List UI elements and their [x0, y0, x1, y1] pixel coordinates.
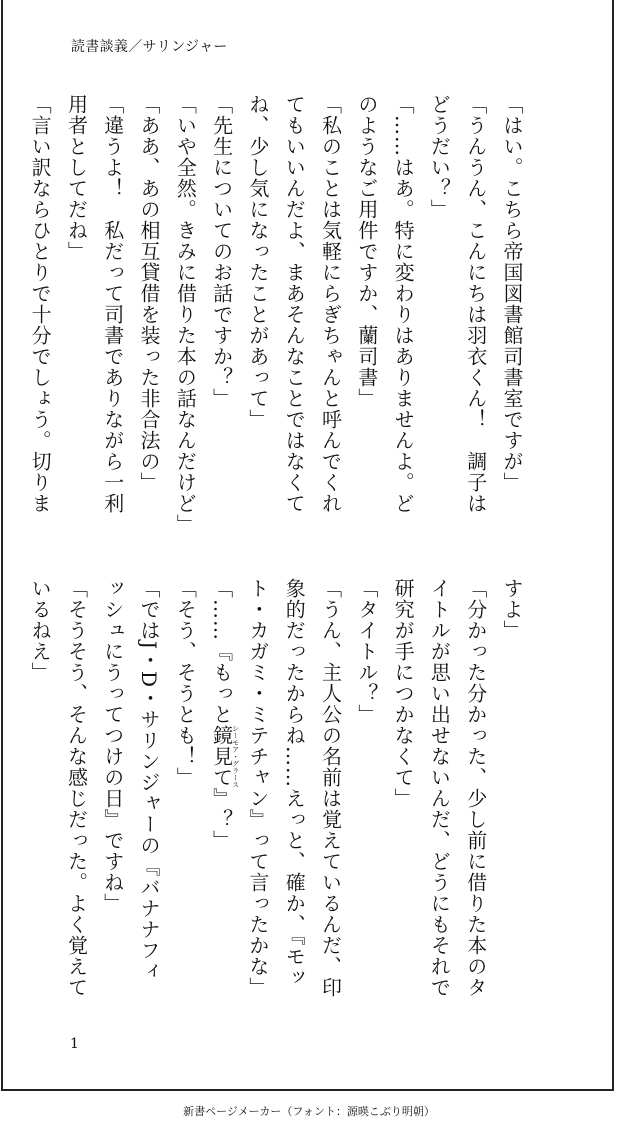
ruby-line-before: 「……『もっと	[209, 578, 234, 725]
text-line: どうだい？」	[427, 94, 452, 220]
text-line: 「違うよ！ 私だって司書でありながら一利	[100, 94, 125, 514]
text-line: イトルが思い出せないんだ、どうにもそれで	[427, 578, 452, 998]
text-line: 「言い訳ならひとりで十分でしょう。切りま	[28, 94, 53, 514]
text-line: 「ああ、あの相互貸借を装った非合法の」	[137, 94, 162, 493]
text-line: てもいいんだよ、まあそんなことではなくて	[282, 94, 307, 514]
text-line: 用者としてだね」	[64, 94, 89, 262]
text-line: すよ」	[500, 578, 524, 641]
text-line: 「そうそう、そんな感じだった。よく覚えて	[64, 578, 89, 998]
text-line: 「ではJ・D・サリンジャーの『バナナフィ	[137, 578, 162, 983]
text-block-bottom	[22, 578, 530, 1018]
text-line: 象的だったからね……えっと、確か、『モッ	[282, 578, 307, 988]
text-line: 「はい。こちら帝国図書館司書室ですが」	[500, 94, 524, 493]
running-title: 読書談義／サリンジャー	[71, 39, 228, 55]
text-line: 「いや全然。きみに借りた本の話なんだけど」	[173, 94, 198, 535]
text-block-top	[22, 94, 530, 534]
text-line: 「……はあ。特に変わりはありませんよ。ど	[391, 94, 416, 514]
text-line: ト・カガミ・ミテチャン』って言ったかな」	[245, 578, 270, 998]
text-line: 「うん、主人公の名前は覚えているんだ、印	[318, 578, 343, 998]
text-line: ね、少し気になったことがあって」	[245, 94, 270, 430]
text-line: 「先生についてのお話ですか？」	[209, 94, 234, 409]
text-line: 「分かった分かった、少し前に借りた本のタ	[463, 578, 488, 998]
book-page	[1, 0, 614, 1091]
footer-caption: 新書ページメーカー（フォント：源暎こぶり明朝）	[183, 1105, 435, 1118]
text-line: 「私のことは気軽にらぎちゃんと呼んでくれ	[318, 94, 343, 514]
text-line: のようなご用件ですか、蘭司書」	[354, 94, 379, 409]
text-line: 「タイトル？」	[354, 578, 379, 725]
ruby-text: シーモア・グラース	[231, 725, 240, 788]
page-number: 1	[70, 1036, 79, 1052]
text-line: 「うんうん、こんにちは羽衣くん！ 調子は	[463, 94, 488, 514]
text-line: 「そう、そうとも！」	[173, 578, 198, 788]
ruby-base: 鏡見て	[209, 725, 234, 788]
text-line: 研究が手につかなくて」	[391, 578, 416, 809]
text-line: いるねえ」	[28, 578, 53, 683]
ruby-line-after: 』？」	[209, 788, 234, 851]
text-line: ッシュにうってつけの日』ですね」	[100, 578, 125, 914]
ruby-annotation	[209, 725, 240, 788]
text-line-with-ruby	[203, 578, 239, 1018]
